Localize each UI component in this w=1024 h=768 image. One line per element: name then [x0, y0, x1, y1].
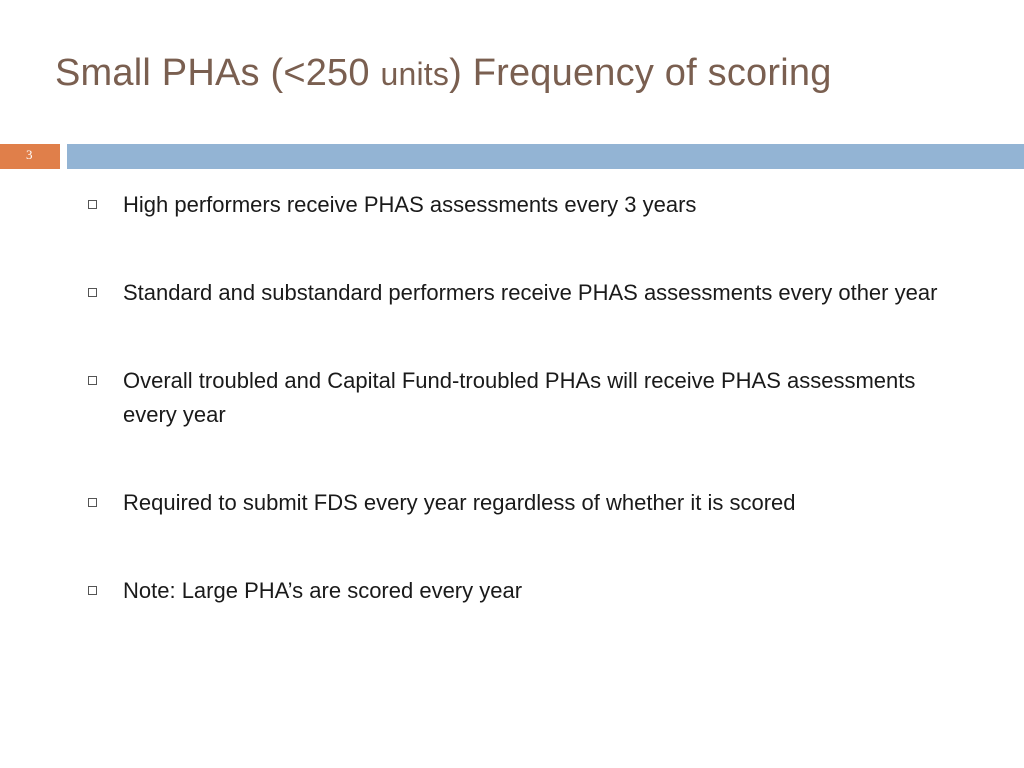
title-main: Small PHAs (<250: [55, 52, 381, 94]
square-bullet-icon: [88, 376, 97, 385]
bullet-item: [88, 486, 958, 520]
square-bullet-icon: [88, 200, 97, 209]
title-end: ) Frequency of scoring: [449, 52, 832, 94]
bullet-list: [88, 188, 958, 608]
bullet-item: [88, 574, 958, 608]
bullet-text: Note: Large PHA’s are scored every year: [123, 578, 523, 603]
square-bullet-icon: [88, 498, 97, 507]
title-units: units: [380, 56, 450, 92]
slide-number: 3: [0, 144, 60, 169]
square-bullet-icon: [88, 288, 97, 297]
bullet-text: Overall troubled and Capital Fund-troubled PHAs will receive PHAS assessments every year: [123, 368, 916, 427]
bullet-item: [88, 364, 958, 432]
bullet-item: [88, 276, 958, 310]
bullet-text: Standard and substandard performers receive PHAS assessments every other year: [123, 280, 938, 305]
bullet-text: High performers receive PHAS assessments every 3 years: [123, 192, 697, 217]
bullet-text: Required to submit FDS every year regardless of whether it is scored: [123, 490, 796, 515]
bullet-item: [88, 188, 958, 222]
accent-bar: [67, 144, 1024, 169]
slide-title: [55, 52, 995, 95]
square-bullet-icon: [88, 586, 97, 595]
